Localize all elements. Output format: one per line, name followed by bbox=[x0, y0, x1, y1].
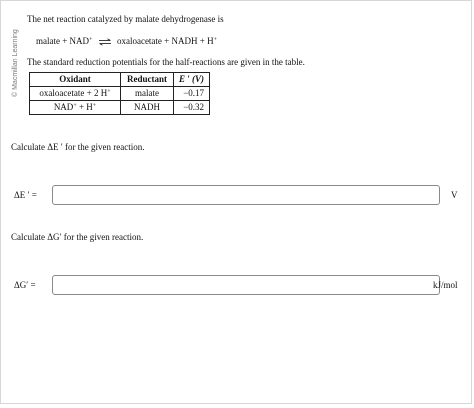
delta-g-input[interactable] bbox=[52, 275, 440, 295]
header-reductant: Reductant bbox=[121, 73, 174, 87]
delta-e-unit: V bbox=[451, 190, 458, 200]
cell-reductant: NADH bbox=[121, 101, 174, 115]
cell-oxidant-text: oxaloacetate + 2 H bbox=[39, 88, 108, 98]
question1-prompt: Calculate ΔE ′ for the given reaction. bbox=[11, 142, 145, 152]
cell-reductant: malate bbox=[121, 87, 174, 101]
cell-oxidant-charge: + bbox=[107, 89, 111, 95]
equilibrium-arrow-icon bbox=[98, 38, 112, 46]
delta-e-input[interactable] bbox=[52, 185, 440, 205]
header-potential-text: E ′ (V) bbox=[179, 74, 205, 84]
cell-oxidant bbox=[30, 87, 121, 101]
cell-oxidant-tail-charge: + bbox=[92, 103, 97, 109]
question2-prompt: Calculate ΔG′ for the given reaction. bbox=[11, 232, 144, 242]
delta-g-label: ΔG′ = bbox=[14, 280, 36, 290]
reaction-right-charge: + bbox=[213, 37, 217, 43]
delta-g-unit: kJ/mol bbox=[433, 280, 458, 290]
reaction-right: oxaloacetate + NADH + H bbox=[116, 36, 214, 46]
intro-text: The net reaction catalyzed by malate dehydrogenase is bbox=[27, 14, 224, 24]
cell-oxidant bbox=[30, 101, 121, 115]
reaction-left: malate + NAD bbox=[36, 36, 90, 46]
table-header-row bbox=[30, 73, 210, 87]
reduction-potential-table bbox=[29, 72, 210, 115]
cell-potential: −0.17 bbox=[174, 87, 210, 101]
copyright-label: © Macmillan Learning bbox=[12, 29, 19, 97]
table-intro-text: The standard reduction potentials for the half-reactions are given in the table. bbox=[27, 57, 305, 67]
cell-oxidant-text: NAD bbox=[53, 102, 74, 112]
table-row bbox=[30, 101, 210, 115]
cell-oxidant-charge: + bbox=[73, 103, 77, 109]
reaction-left-charge: + bbox=[89, 37, 93, 43]
reaction-equation bbox=[36, 36, 217, 47]
header-oxidant: Oxidant bbox=[30, 73, 121, 87]
delta-e-label: ΔE ′ = bbox=[14, 190, 37, 200]
cell-oxidant-tail: + H bbox=[76, 102, 93, 112]
header-potential bbox=[174, 73, 210, 87]
cell-potential: −0.32 bbox=[174, 101, 210, 115]
table-row bbox=[30, 87, 210, 101]
